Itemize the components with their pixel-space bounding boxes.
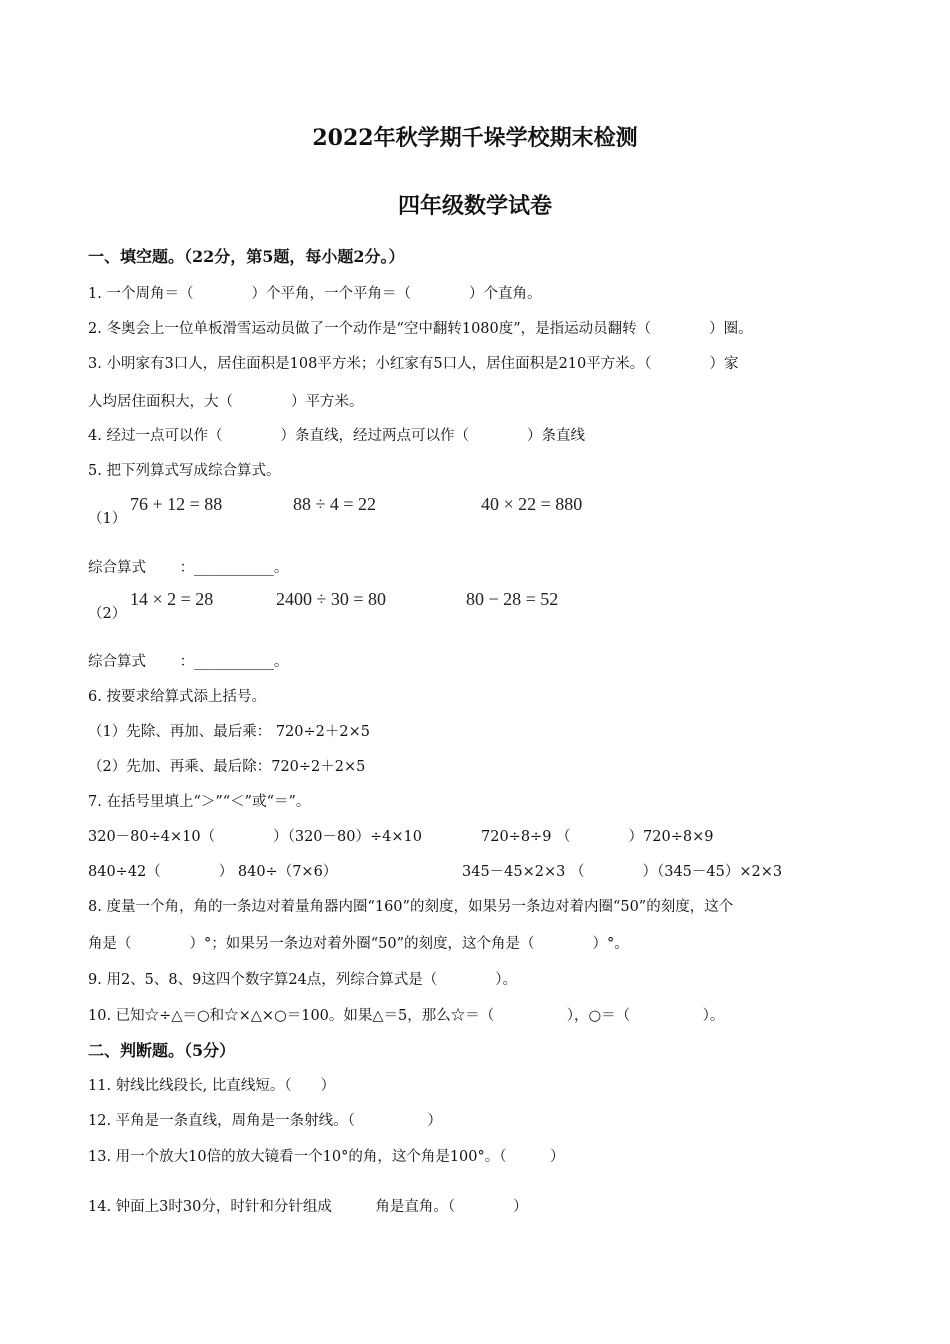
- question-5-1-label: （1）: [88, 511, 127, 527]
- question-7-item: 345－45×2×3 （ ）（345－45）×2×3: [462, 864, 783, 880]
- question-7-item: 320－80÷4×10（ ）（320－80）÷4×10: [88, 829, 422, 845]
- exam-subtitle: 四年级数学试卷: [397, 193, 552, 219]
- section-heading-fill-in: 一、填空题。（22分，第5题，每小题2分。）: [88, 247, 405, 266]
- question-5-2-answer: 综合算式 ：___________。: [88, 654, 289, 670]
- question-12: 12. 平角是一条直线，周角是一条射线。（ ）: [88, 1113, 442, 1129]
- question-10: 10. 已知☆÷△＝○和☆×△×○＝100。如果△＝5，那么☆＝（ ），○＝（ ）。: [88, 1008, 725, 1024]
- equation: 88 ÷ 4 = 22: [293, 494, 377, 514]
- question-1: 1. 一个周角＝（ ）个平角，一个平角＝（ ）个直角。: [88, 286, 542, 302]
- question-13: 13. 用一个放大10倍的放大镜看一个10°的角，这个角是100°。（ ）: [88, 1149, 565, 1165]
- question-7-item: 840÷42（ ） 840÷（7×6）: [88, 864, 338, 880]
- question-9: 9. 用2、5、8、9这四个数字算24点，列综合算式是（ ）。: [88, 972, 518, 988]
- question-7: 7. 在括号里填上“＞”“＜”或“＝”。: [88, 794, 311, 810]
- question-6-1: （1）先除、再加、最后乘： 720÷2＋2×5: [88, 724, 370, 740]
- question-5-1-answer: 综合算式 ：___________。: [88, 560, 289, 576]
- equation: 40 × 22 = 880: [481, 494, 583, 514]
- question-8-line2: 角是（ ）°；如果另一条边对着外圈“50”的刻度，这个角是（ ）°。: [88, 936, 629, 952]
- question-5: 5. 把下列算式写成综合算式。: [88, 463, 281, 479]
- question-6-2: （2）先加、再乘、最后除：720÷2＋2×5: [88, 759, 366, 775]
- question-14: 14. 钟面上3时30分，时针和分针组成 角是直角。（ ）: [88, 1199, 528, 1215]
- section-heading-true-false: 二、判断题。（5分）: [88, 1041, 236, 1060]
- question-11: 11. 射线比线段长, 比直线短。（ ）: [88, 1078, 336, 1094]
- equation: 14 × 2 = 28: [130, 589, 214, 609]
- question-8-line1: 8. 度量一个角，角的一条边对着量角器内圈“160”的刻度，如果另一条边对着内圈“50”的刻度，这个: [88, 899, 734, 915]
- question-5-2-label: （2）: [88, 606, 127, 622]
- exam-title: 2022年秋学期千垛学校期末检测: [312, 125, 638, 151]
- question-3-line2: 人均居住面积大，大（ ）平方米。: [88, 394, 364, 410]
- equation: 2400 ÷ 30 = 80: [276, 589, 387, 609]
- question-4: 4. 经过一点可以作（ ）条直线，经过两点可以作（ ）条直线: [88, 428, 585, 444]
- equation: 80 − 28 = 52: [466, 589, 559, 609]
- question-6: 6. 按要求给算式添上括号。: [88, 689, 266, 705]
- question-2: 2. 冬奥会上一位单板滑雪运动员做了一个动作是“空中翻转1080度”，是指运动员翻转（ ）圈。: [88, 321, 753, 337]
- equation: 76 + 12 = 88: [130, 494, 223, 514]
- question-7-item: 720÷8÷9 （ ）720÷8×9: [481, 829, 714, 845]
- question-3-line1: 3. 小明家有3口人，居住面积是108平方米；小红家有5口人，居住面积是210平方米。（ ）家: [88, 356, 739, 372]
